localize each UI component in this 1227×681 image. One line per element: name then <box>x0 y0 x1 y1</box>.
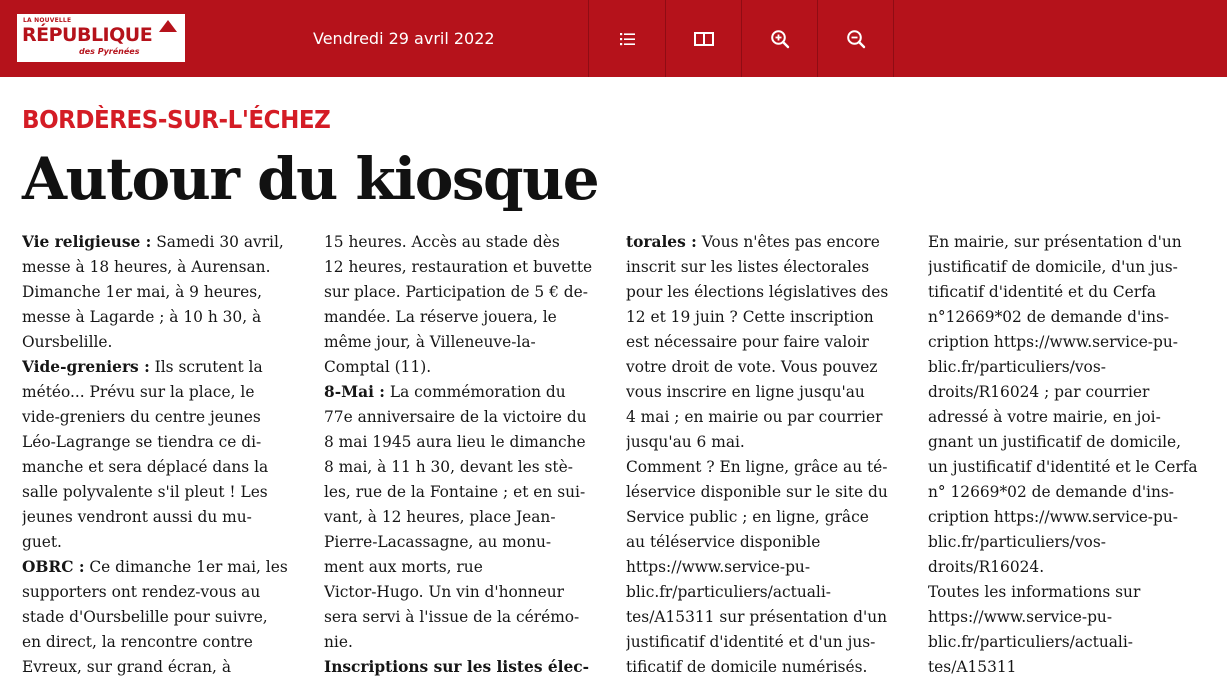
line-text: tes/A15311 sur présentation d'un <box>626 608 888 626</box>
section-lead: Inscriptions sur les listes élec- <box>324 658 590 676</box>
line-text: météo... Prévu sur la place, le <box>22 383 255 401</box>
text-line <box>928 430 1206 455</box>
text-line <box>22 655 300 680</box>
text-line <box>324 255 602 280</box>
edition-date: Vendredi 29 avril 2022 <box>313 29 495 48</box>
line-text: vide-greniers du centre jeunes <box>22 408 261 426</box>
line-text: stade d'Oursbelille pour suivre, <box>22 608 268 626</box>
list-icon <box>619 31 637 47</box>
text-line <box>626 630 904 655</box>
line-text: https://www.service-pu- <box>626 558 811 576</box>
line-text: 77e anniversaire de la victoire du <box>324 408 587 426</box>
text-line <box>22 480 300 505</box>
text-line <box>22 505 300 530</box>
line-text: un justificatif d'identité et le Cerfa <box>928 458 1198 476</box>
text-line <box>324 330 602 355</box>
text-line <box>928 230 1206 255</box>
text-line <box>928 505 1206 530</box>
line-text: Léo-Lagrange se tiendra ce di- <box>22 433 262 451</box>
text-line <box>324 605 602 630</box>
section-lead: OBRC : <box>22 558 85 576</box>
text-line <box>928 380 1206 405</box>
text-line <box>22 555 300 580</box>
line-text: Victor-Hugo. Un vin d'honneur <box>324 583 565 601</box>
line-text: gnant un justificatif de domicile, <box>928 433 1182 451</box>
book-icon <box>693 31 715 47</box>
line-text: adressé à votre mairie, en joi- <box>928 408 1161 426</box>
line-text: blic.fr/particuliers/vos- <box>928 358 1106 376</box>
line-text: tes/A15311 <box>928 658 1017 676</box>
text-line <box>22 380 300 405</box>
text-line <box>324 655 602 680</box>
text-line <box>928 630 1206 655</box>
text-line <box>928 580 1206 605</box>
table-of-contents-button[interactable] <box>590 0 665 77</box>
text-line <box>928 480 1206 505</box>
text-line <box>928 355 1206 380</box>
line-text: droits/R16024. <box>928 558 1045 576</box>
text-line <box>22 455 300 480</box>
text-line <box>626 455 904 480</box>
top-toolbar <box>0 0 1227 77</box>
zoom-out-icon <box>846 29 866 49</box>
text-line <box>626 380 904 405</box>
line-text: sur place. Participation de 5 € de- <box>324 283 588 301</box>
line-text: justificatif d'identité et d'un jus- <box>626 633 876 651</box>
line-text: Samedi 30 avril, <box>151 233 284 251</box>
logo-line3: des Pyrénées <box>79 47 140 56</box>
line-text: salle polyvalente s'il pleut ! Les <box>22 483 268 501</box>
text-line <box>928 280 1206 305</box>
newspaper-logo[interactable] <box>17 14 185 62</box>
article-column-4 <box>928 230 1206 680</box>
text-line <box>22 280 300 305</box>
line-text: En mairie, sur présentation d'un <box>928 233 1182 251</box>
text-line <box>626 405 904 430</box>
text-line <box>626 230 904 255</box>
line-text: justificatif de domicile, d'un jus- <box>928 258 1178 276</box>
text-line <box>22 530 300 555</box>
line-text: jeunes vendront aussi du mu- <box>22 508 252 526</box>
logo-line1: LA NOUVELLE <box>23 17 72 24</box>
article-column-3 <box>626 230 904 680</box>
text-line <box>324 630 602 655</box>
line-text: jusqu'au 6 mai. <box>626 433 745 451</box>
line-text: Oursbelille. <box>22 333 113 351</box>
section-lead: 8-Mai : <box>324 383 385 401</box>
text-line <box>928 655 1206 680</box>
line-text: messe à 18 heures, à Aurensan. <box>22 258 271 276</box>
text-line <box>626 605 904 630</box>
text-line <box>928 555 1206 580</box>
line-text: mandée. La réserve jouera, le <box>324 308 557 326</box>
text-line <box>22 605 300 630</box>
line-text: Ce dimanche 1er mai, les <box>84 558 288 576</box>
text-line <box>324 230 602 255</box>
line-text: léservice disponible sur le site du <box>626 483 888 501</box>
line-text: Evreux, sur grand écran, à <box>22 658 232 676</box>
zoom-out-button[interactable] <box>818 0 893 77</box>
line-text: ment aux morts, rue <box>324 558 483 576</box>
toolbar-divider <box>588 0 589 77</box>
line-text: cription https://www.service-pu- <box>928 333 1178 351</box>
text-line <box>626 255 904 280</box>
article <box>0 77 1227 681</box>
text-line <box>626 305 904 330</box>
text-line <box>324 305 602 330</box>
text-line <box>928 605 1206 630</box>
line-text: Vous n'êtes pas encore <box>696 233 880 251</box>
section-lead: Vide-greniers : <box>22 358 150 376</box>
text-line <box>928 305 1206 330</box>
text-line <box>324 580 602 605</box>
line-text: vous inscrire en ligne jusqu'au <box>626 383 865 401</box>
line-text: 8 mai, à 11 h 30, devant les stè- <box>324 458 573 476</box>
line-text: n° 12669*02 de demande d'ins- <box>928 483 1174 501</box>
section-lead: Vie religieuse : <box>22 233 152 251</box>
line-text: Toutes les informations sur <box>928 583 1141 601</box>
text-line <box>928 405 1206 430</box>
line-text: Comment ? En ligne, grâce au té- <box>626 458 888 476</box>
text-line <box>928 255 1206 280</box>
text-line <box>22 330 300 355</box>
line-text: est nécessaire pour faire valoir <box>626 333 869 351</box>
line-text: blic.fr/particuliers/actuali- <box>928 633 1133 651</box>
line-text: votre droit de vote. Vous pouvez <box>626 358 878 376</box>
text-line <box>626 355 904 380</box>
line-text: supporters ont rendez-vous au <box>22 583 261 601</box>
line-text: même jour, à Villeneuve-la- <box>324 333 536 351</box>
line-text: inscrit sur les listes électorales <box>626 258 870 276</box>
toolbar-divider <box>893 0 894 77</box>
text-line <box>928 330 1206 355</box>
article-title: Autour du kiosque <box>22 145 599 213</box>
line-text: Pierre-Lacassagne, au monu- <box>324 533 552 551</box>
line-text: nie. <box>324 633 353 651</box>
text-line <box>22 430 300 455</box>
line-text: blic.fr/particuliers/vos- <box>928 533 1106 551</box>
line-text: 12 et 19 juin ? Cette inscription <box>626 308 874 326</box>
text-line <box>626 530 904 555</box>
text-line <box>324 455 602 480</box>
line-text: 8 mai 1945 aura lieu le dimanche <box>324 433 586 451</box>
text-line <box>324 280 602 305</box>
text-line <box>928 530 1206 555</box>
text-line <box>324 555 602 580</box>
line-text: 4 mai ; en mairie ou par courrier <box>626 408 883 426</box>
line-text: guet. <box>22 533 62 551</box>
article-column-1 <box>22 230 300 680</box>
line-text: 12 heures, restauration et buvette <box>324 258 593 276</box>
line-text: cription https://www.service-pu- <box>928 508 1178 526</box>
line-text: au téléservice disponible <box>626 533 821 551</box>
line-text: manche et sera déplacé dans la <box>22 458 269 476</box>
line-text: Dimanche 1er mai, à 9 heures, <box>22 283 263 301</box>
text-line <box>22 405 300 430</box>
text-line <box>22 355 300 380</box>
article-column-2 <box>324 230 602 680</box>
text-line <box>324 480 602 505</box>
text-line <box>22 255 300 280</box>
line-text: tificatif de domicile numérisés. <box>626 658 868 676</box>
double-page-button[interactable] <box>666 0 741 77</box>
text-line <box>324 430 602 455</box>
zoom-in-button[interactable] <box>742 0 817 77</box>
logo-line2: RÉPUBLIQUE <box>22 24 153 46</box>
text-line <box>324 405 602 430</box>
text-line <box>626 480 904 505</box>
line-text: vant, à 12 heures, place Jean- <box>324 508 556 526</box>
text-line <box>22 580 300 605</box>
text-line <box>626 430 904 455</box>
text-line <box>626 330 904 355</box>
line-text: sera servi à l'issue de la cérémo- <box>324 608 580 626</box>
line-text: La commémoration du <box>385 383 566 401</box>
line-text: Service public ; en ligne, grâce <box>626 508 869 526</box>
line-text: pour les élections législatives des <box>626 283 889 301</box>
text-line <box>626 555 904 580</box>
line-text: 15 heures. Accès au stade dès <box>324 233 560 251</box>
line-text: Ils scrutent la <box>149 358 263 376</box>
line-text: Comptal (11). <box>324 358 432 376</box>
line-text: tificatif d'identité et du Cerfa <box>928 283 1156 301</box>
zoom-in-icon <box>770 29 790 49</box>
line-text: en direct, la rencontre contre <box>22 633 253 651</box>
text-line <box>324 530 602 555</box>
text-line <box>626 655 904 680</box>
text-line <box>626 280 904 305</box>
text-line <box>928 455 1206 480</box>
line-text: messe à Lagarde ; à 10 h 30, à <box>22 308 262 326</box>
text-line <box>22 230 300 255</box>
text-line <box>324 505 602 530</box>
text-line <box>22 305 300 330</box>
line-text: https://www.service-pu- <box>928 608 1113 626</box>
line-text: n°12669*02 de demande d'ins- <box>928 308 1170 326</box>
logo-peak-icon <box>159 20 177 32</box>
line-text: droits/R16024 ; par courrier <box>928 383 1150 401</box>
section-lead: torales : <box>626 233 697 251</box>
text-line <box>626 505 904 530</box>
text-line <box>324 355 602 380</box>
line-text: les, rue de la Fontaine ; et en sui- <box>324 483 586 501</box>
text-line <box>626 580 904 605</box>
article-kicker: BORDÈRES-SUR-L'ÉCHEZ <box>22 105 331 134</box>
line-text: blic.fr/particuliers/actuali- <box>626 583 831 601</box>
text-line <box>22 630 300 655</box>
text-line <box>324 380 602 405</box>
